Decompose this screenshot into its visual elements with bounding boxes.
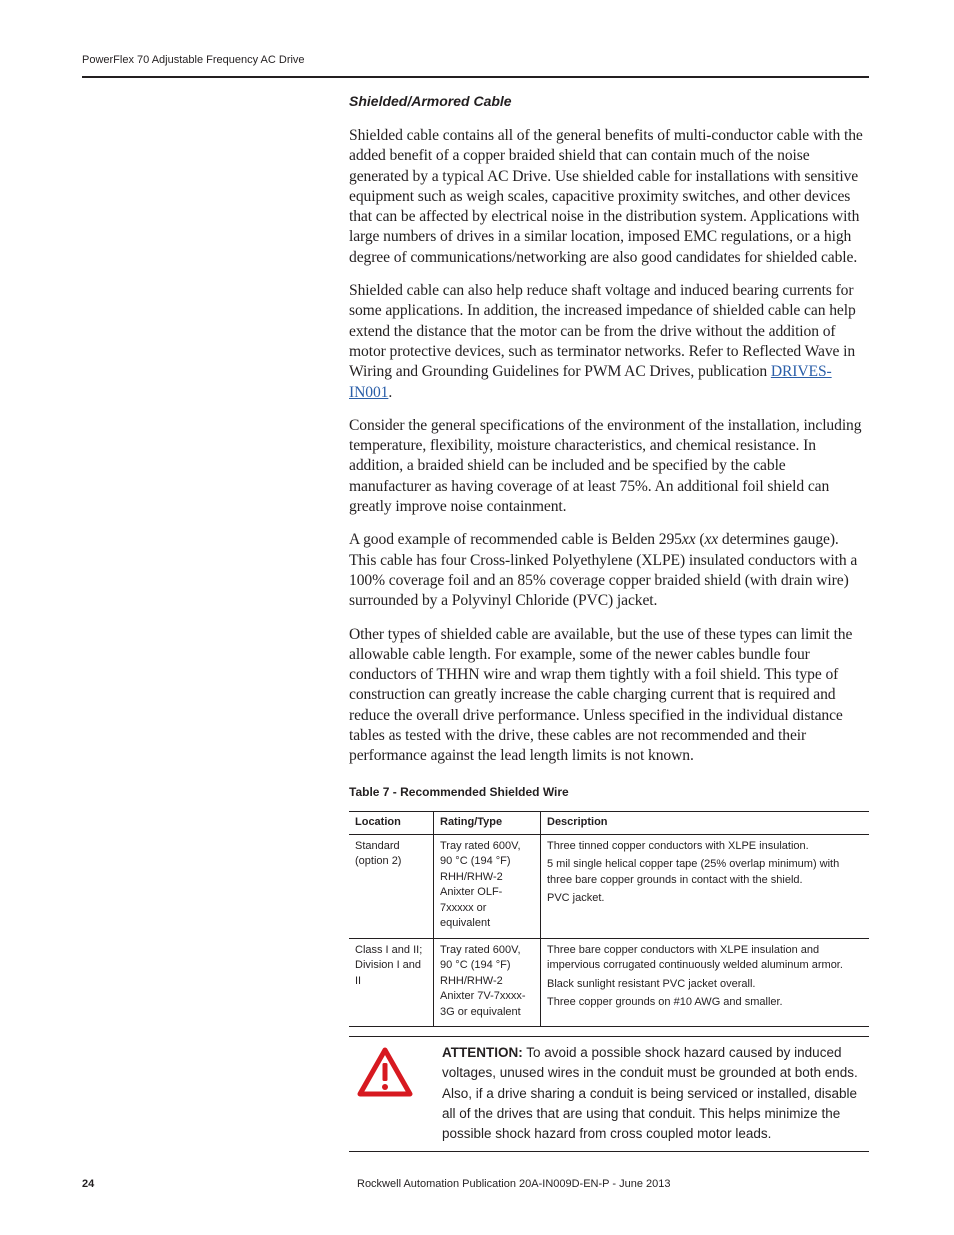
- section-heading: Shielded/Armored Cable: [349, 93, 512, 109]
- main-content: [349, 90, 869, 1027]
- publication-info: Rockwell Automation Publication 20A-IN009D-EN-P - June 2013: [357, 1178, 671, 1190]
- recommended-shielded-wire-table: [349, 811, 869, 1028]
- description-line: 5 mil single helical copper tape (25% overlap minimum) with three bare copper grounds in contact with the shield.: [547, 858, 840, 886]
- attention-box: [349, 1036, 869, 1152]
- description-line: Black sunlight resistant PVC jacket overall.: [547, 977, 756, 990]
- paragraph-environment: Consider the general specifications of the environment of the installation, including temperature, flexibility, moisture characteristics, and chemical resistance. In addition, a braided shield can be included and be specified by the cable manufacturer as having coverage of at least 75%. An additional foil shield can greatly improve noise containment.: [349, 416, 862, 516]
- header-rule: [82, 76, 869, 78]
- header-description: Description: [541, 811, 870, 834]
- cell-rating: Tray rated 600V, 90 °C (194 °F) RHH/RHW-2 Anixter OLF-7xxxxx or equivalent: [434, 834, 541, 938]
- cell-location: Standard (option 2): [349, 834, 434, 938]
- paragraph-belden-example: [349, 530, 869, 611]
- belden-text-b: (: [695, 531, 705, 549]
- table-caption: Table 7 - Recommended Shielded Wire: [349, 784, 569, 799]
- drives-in001-link[interactable]: DRIVES-IN001: [349, 363, 832, 401]
- page-number: 24: [82, 1178, 95, 1190]
- paragraph-other-types: Other types of shielded cable are available, but the use of these types can limit the allowable cable length. For example, some of the newer cables bundle four conductors of THHN wire and wrap them tightly with a foil shield. This type of construction can greatly increase the cable charging current that is required and reduce the overall drive performance. Unless specified in the individual distance tables as tested with the drive, these cables are not recommended and their performance against the lead length limits is not known.: [349, 625, 853, 765]
- paragraph-shaft-voltage-text: Shielded cable can also help reduce shaft voltage and induced bearing currents for some applications. In addition, the increased impedance of shielded cable can help extend the distance that the motor can be from the drive without the addition of motor protective devices, such as terminator networks. Refer to Reflected Wave in Wiring and Grounding Guidelines for PWM AC Drives, publication: [349, 282, 856, 381]
- header-rating-type: Rating/Type: [434, 811, 541, 834]
- attention-message: [442, 1043, 862, 1144]
- belden-text-a: A good example of recommended cable is Belden 295: [349, 531, 682, 549]
- description-line: Three tinned copper conductors with XLPE insulation.: [547, 839, 809, 852]
- table-row: [349, 938, 869, 1027]
- belden-xx-2: xx: [704, 531, 719, 549]
- cell-location: Class I and II; Division I and II: [349, 938, 434, 1027]
- paragraph-shaft-voltage-end: .: [388, 383, 393, 401]
- description-line: Three copper grounds on #10 AWG and smaller.: [547, 996, 783, 1009]
- cell-description: [541, 938, 870, 1027]
- description-line: Three bare copper conductors with XLPE insulation and impervious corrugated continuously welded aluminum armor.: [547, 943, 843, 972]
- running-header: PowerFlex 70 Adjustable Frequency AC Drive: [82, 54, 305, 66]
- warning-triangle-icon: [357, 1047, 413, 1097]
- table-row: [349, 834, 869, 938]
- cell-rating: Tray rated 600V, 90 °C (194 °F) RHH/RHW-2 Anixter 7V-7xxxx-3G or equivalent: [434, 938, 541, 1027]
- attention-label: ATTENTION:: [442, 1045, 523, 1060]
- paragraph-shielded-benefits: Shielded cable contains all of the general benefits of multi-conductor cable with the added benefit of a copper braided shield that can contain much of the noise generated by a typical AC Drive. Use shielded cable for installations with sensitive equipment such as weigh scales, capacitive proximity switches, and other devices that can be affected by electrical noise in the distribution system. Applications with large numbers of drives in a similar location, imposed EMC regulations, or a high degree of communications/networking are also good candidates for shielded cable.: [349, 127, 863, 266]
- attention-body: To avoid a possible shock hazard caused by induced voltages, unused wires in the conduit must be grounded at both ends. Also, if a drive sharing a conduit is being serviced or installed, disable all of the drives that are using that conduit. This helps minimize the possible shock hazard from cross coupled motor leads.: [442, 1045, 858, 1142]
- cell-description: [541, 834, 870, 938]
- header-location: Location: [349, 811, 434, 834]
- belden-xx-1: xx: [681, 531, 696, 549]
- paragraph-shaft-voltage: [349, 281, 869, 403]
- table-header-row: [349, 811, 869, 834]
- belden-text-c: determines gauge). This cable has four Cross-linked Polyethylene (XLPE) insulated conductors with a 100% coverage foil and an 85% coverage copper braided shield (with drain wire) surrounded by a Polyvinyl Chloride (PVC) jacket.: [349, 531, 858, 610]
- description-line: PVC jacket.: [547, 892, 605, 905]
